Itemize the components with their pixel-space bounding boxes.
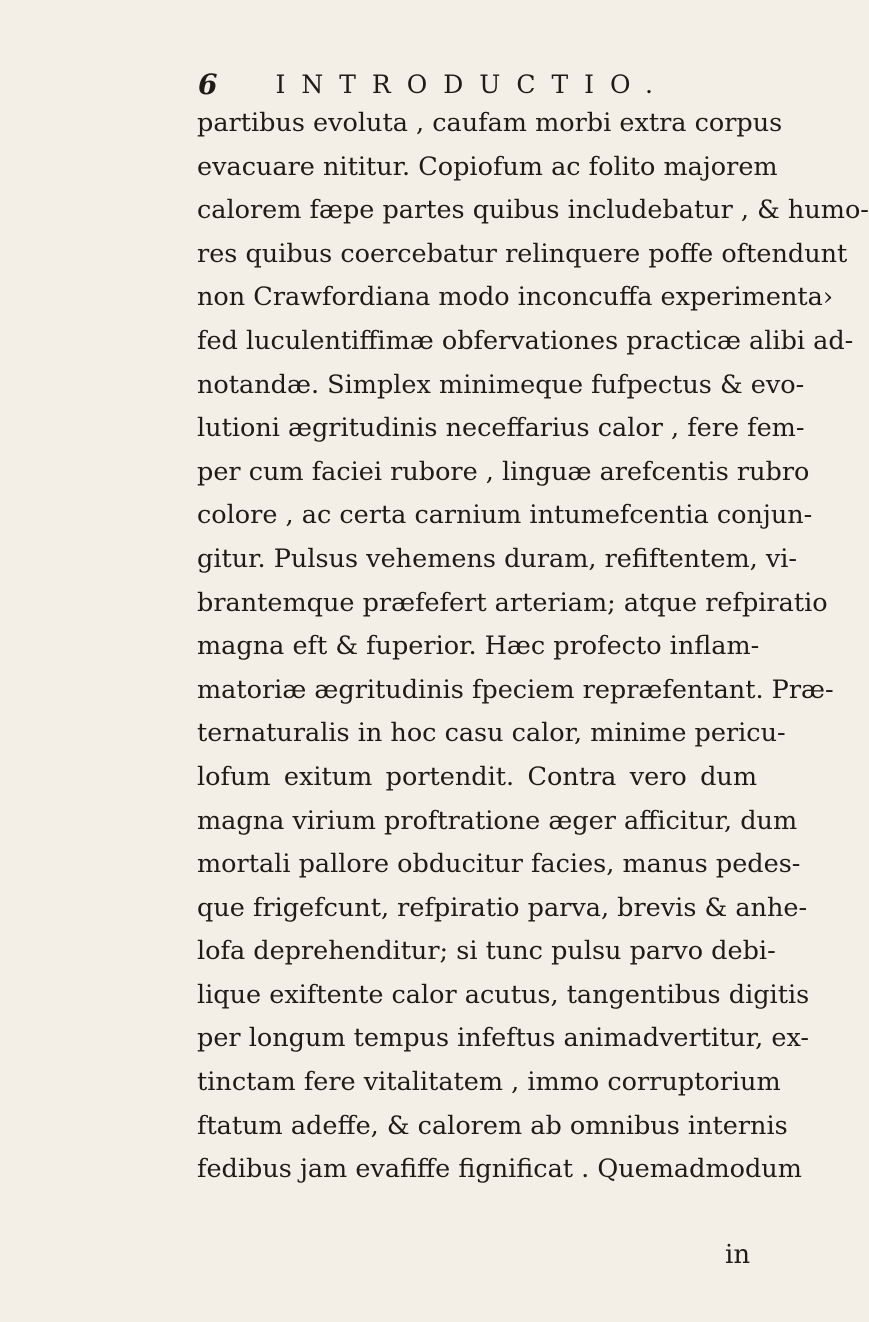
text-line: colore , ac certa carnium intumefcentia conjun- (197, 500, 813, 531)
text-line: lutioni ægritudinis neceffarius calor , fere fem- (197, 413, 805, 444)
text-line: non Crawfordiana modo inconcuffa experimenta› (197, 282, 834, 313)
text-line: que frigefcunt, refpiratio parva, brevis & anhe- (197, 892, 808, 923)
text-line: ternaturalis in hoc casu calor, minime pericu- (197, 718, 786, 749)
text-line: ftatum adeffe, & calorem ab omnibus internis (197, 1110, 788, 1141)
text-line: fedibus jam evafiffe fignificat . Quemadmodum (197, 1154, 802, 1185)
text-line: gitur. Pulsus vehemens duram, refiftentem, vi- (197, 543, 798, 574)
text-line: notandæ. Simplex minimeque fufpectus & evo- (197, 369, 805, 400)
body-text (197, 102, 869, 1192)
text-line: lique exiftente calor acutus, tangentibus digitis (197, 979, 810, 1010)
catchword: in (725, 1240, 751, 1270)
text-line: magna virium proftratione æger afficitur, dum (197, 805, 798, 836)
text-line: calorem fæpe partes quibus includebatur , & humo- (197, 195, 869, 226)
text-line: tinctam fere vitalitatem , immo corruptorium (197, 1067, 781, 1098)
text-line: per cum faciei rubore , linguæ arefcentis rubro (197, 456, 810, 487)
text-line: matoriæ ægritudinis fpeciem repræfentant. Præ- (197, 674, 834, 705)
text-line: lofum exitum portendit. Contra vero dum (197, 761, 757, 792)
text-line: brantemque præfefert arteriam; atque refpiratio (197, 587, 828, 618)
text-line: per longum tempus infeftus animadvertitur, ex- (197, 1023, 810, 1054)
text-line: evacuare nititur. Copiofum ac folito majorem (197, 151, 778, 182)
text-line: magna eft & fuperior. Hæc profecto inflam- (197, 631, 760, 662)
text-line: res quibus coercebatur relinquere poffe oftendunt (197, 238, 848, 269)
text-line: lofa deprehenditur; si tunc pulsu parvo debi- (197, 936, 776, 967)
text-line: mortali pallore obducitur facies, manus pedes- (197, 849, 801, 880)
page-number: 6 (198, 67, 218, 101)
running-head: INTRODUCTIO. (275, 69, 669, 99)
text-line: fed luculentiffimæ obfervationes practicæ alibi ad- (197, 325, 854, 356)
text-line: partibus evoluta , caufam morbi extra corpus (197, 108, 783, 138)
page-header (198, 64, 669, 104)
